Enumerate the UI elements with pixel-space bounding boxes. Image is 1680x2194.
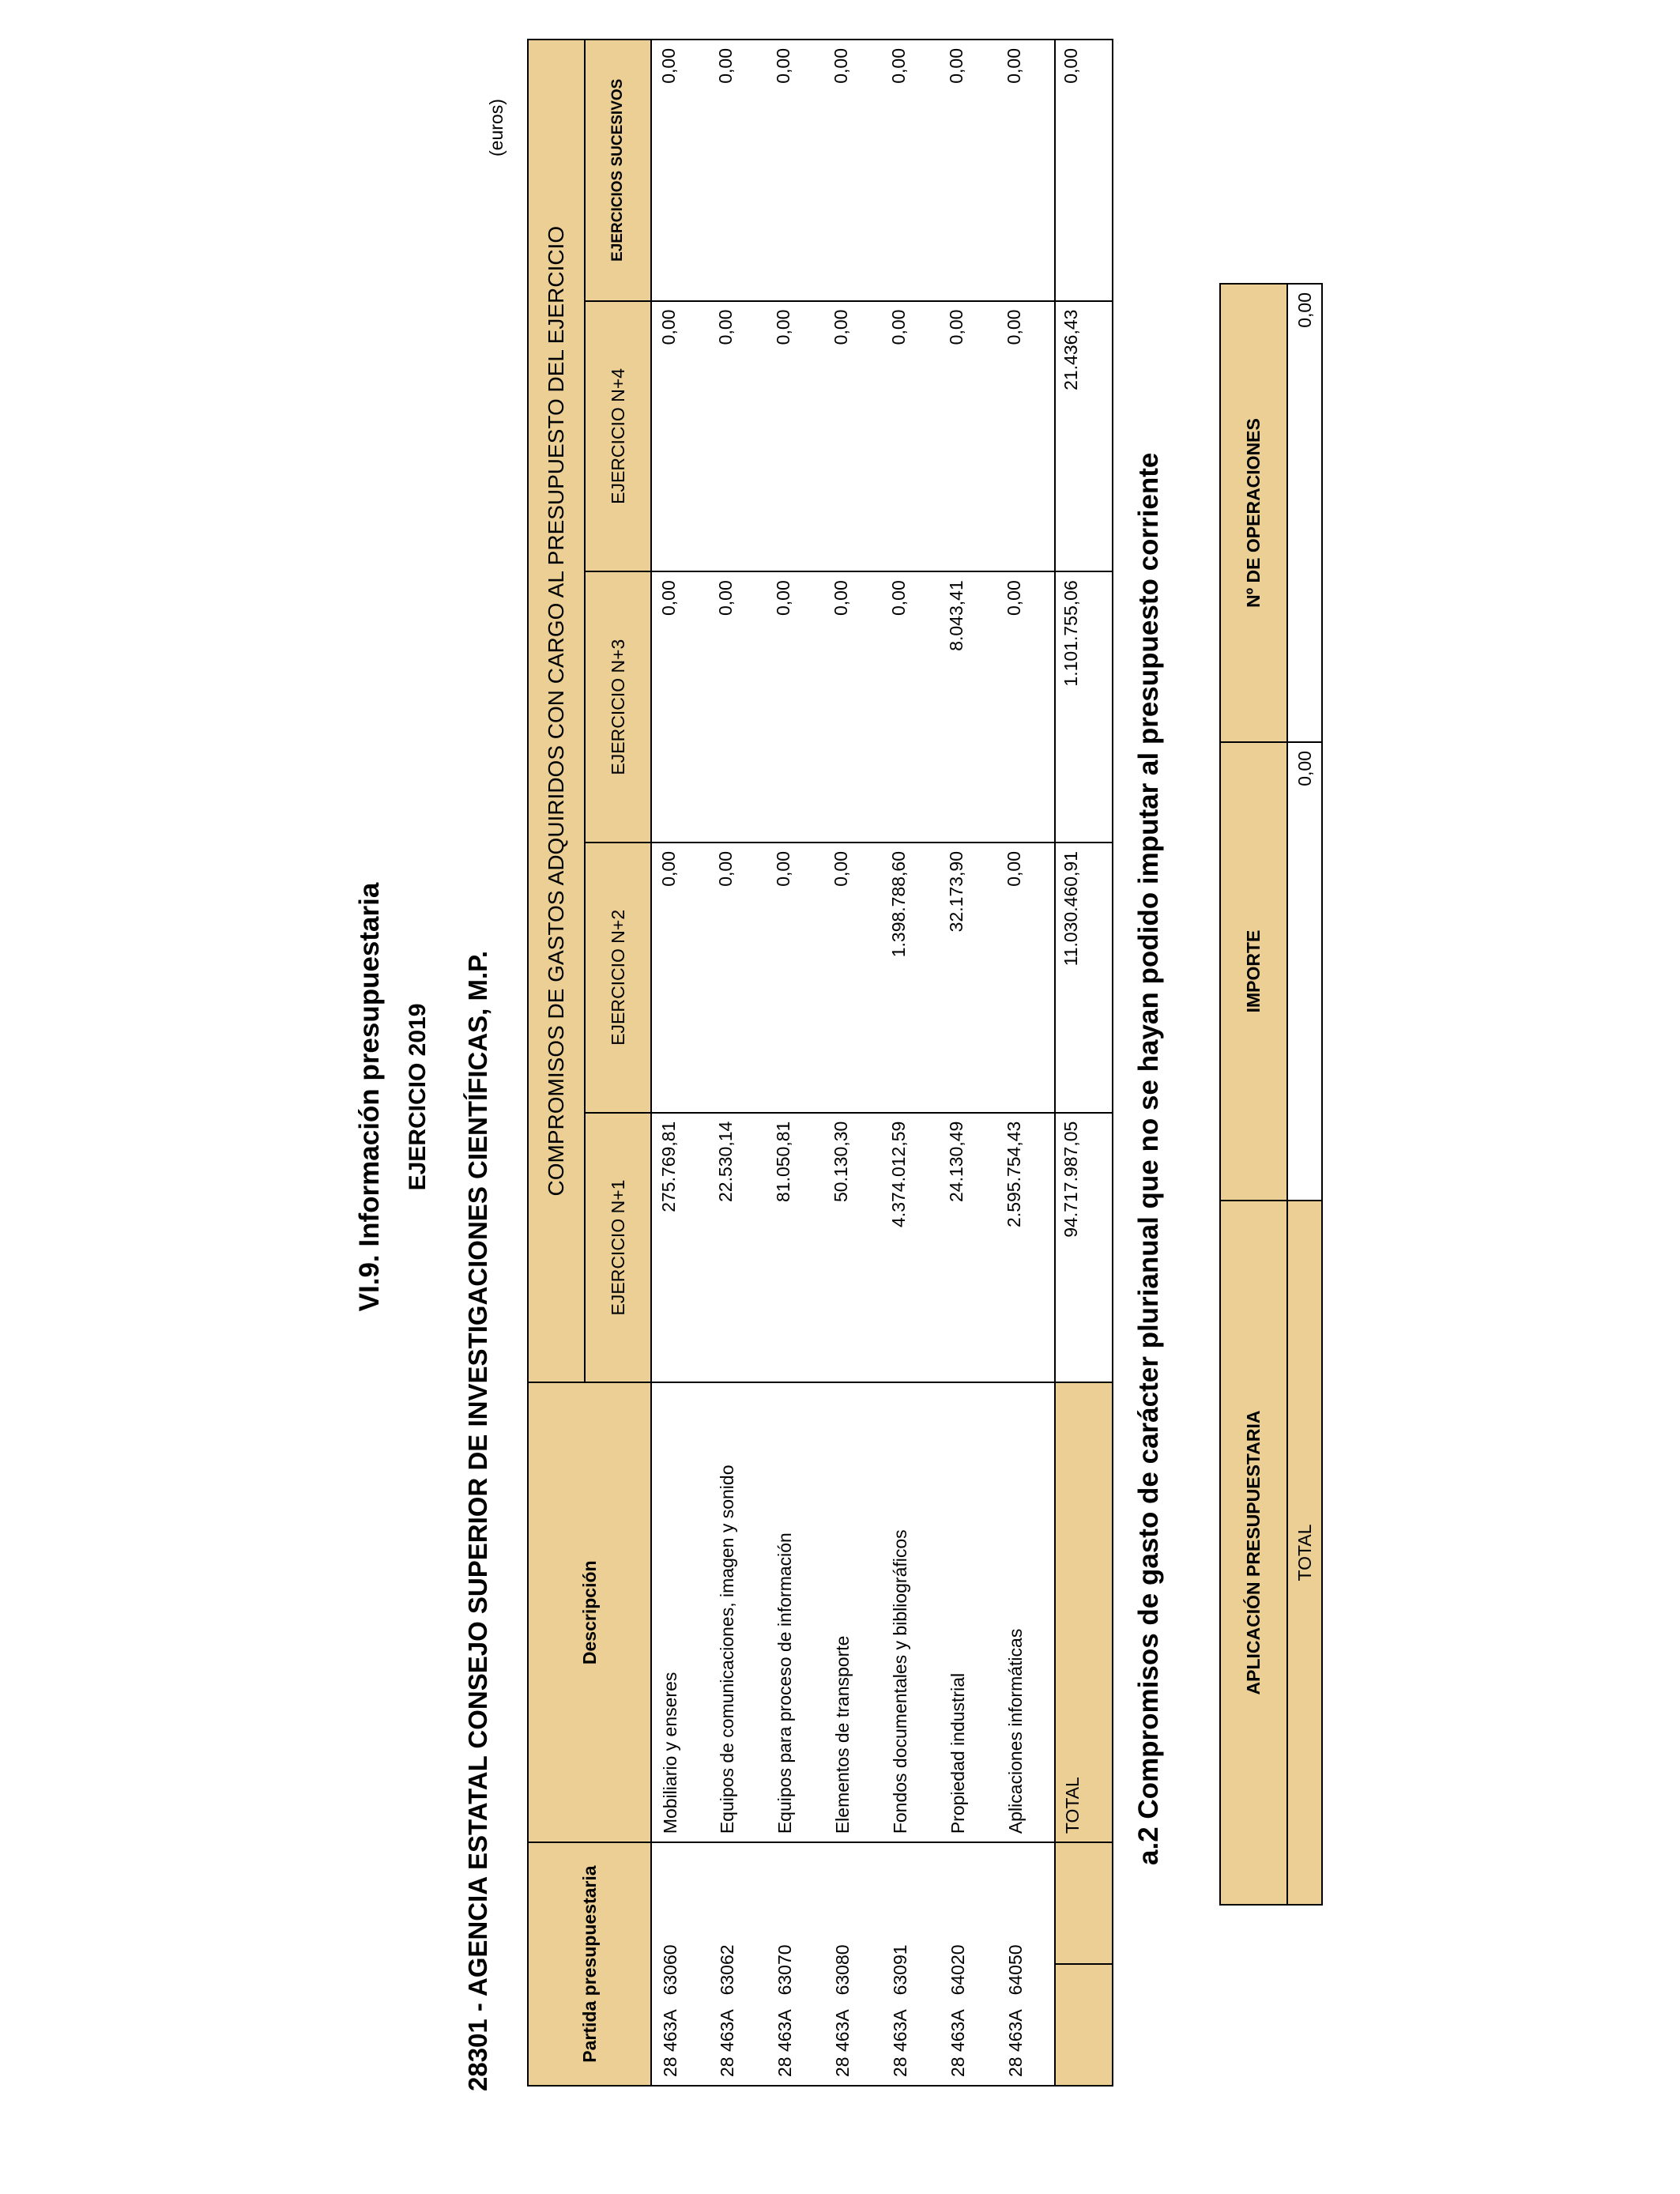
- a2-total-importe: 0,00: [1287, 742, 1322, 1201]
- a2-total-operaciones: 0,00: [1287, 284, 1322, 742]
- cell-partida: 28 463A 63060: [651, 1842, 709, 2086]
- cell-descripcion: Propiedad industrial: [940, 1382, 997, 1842]
- cell-sucesivos: 0,00: [882, 40, 940, 301]
- total-filler: [1055, 1964, 1113, 2086]
- cell-n4: 0,00: [824, 301, 882, 572]
- a2-total-row: [1287, 284, 1322, 1905]
- cell-n4: 0,00: [767, 301, 824, 572]
- a2-table: [1219, 283, 1323, 1906]
- cell-n1: 2.595.754,43: [997, 1113, 1055, 1383]
- cell-partida: 28 463A 64050: [997, 1842, 1055, 2086]
- section-a2-heading: a.2 Compromisos de gasto de carácter plurianual que no se hayan podido imputar al presupuesto corriente: [1133, 452, 1164, 1865]
- cell-sucesivos: 0,00: [997, 40, 1055, 301]
- header-ejercicio-n3: EJERCICIO N+3: [585, 571, 651, 843]
- units-label: (euros): [486, 99, 507, 156]
- table-row: [940, 40, 997, 2086]
- cell-partida: 28 463A 63080: [824, 1842, 882, 2086]
- total-n4: 21.436,43: [1055, 301, 1113, 572]
- table-row: [882, 40, 940, 2086]
- header-importe: IMPORTE: [1220, 742, 1287, 1201]
- cell-descripcion: Fondos documentales y bibliográficos: [882, 1382, 940, 1842]
- table-row: [767, 40, 824, 2086]
- cell-sucesivos: 0,00: [651, 40, 709, 301]
- organization-heading: 28301 - AGENCIA ESTATAL CONSEJO SUPERIOR DE INVESTIGACIONES CIENTÍFICAS, M.P.: [463, 950, 492, 2091]
- cell-n2: 0,00: [767, 843, 824, 1113]
- cell-partida: 28 463A 64020: [940, 1842, 997, 2086]
- cell-n4: 0,00: [882, 301, 940, 572]
- cell-n4: 0,00: [940, 301, 997, 572]
- total-n3: 1.101.755,06: [1055, 571, 1113, 843]
- table-row: [997, 40, 1055, 2086]
- cell-n4: 0,00: [709, 301, 767, 572]
- page-title: VI.9. Información presupuestaria: [354, 882, 385, 1312]
- cell-n2: 0,00: [709, 843, 767, 1113]
- cell-descripcion: Equipos de comunicaciones, imagen y sonido: [709, 1382, 767, 1842]
- cell-n1: 50.130,30: [824, 1113, 882, 1383]
- total-n1: 94.717.987,05: [1055, 1113, 1113, 1383]
- commitments-table: [527, 39, 1113, 2087]
- cell-sucesivos: 0,00: [940, 40, 997, 301]
- cell-n3: 0,00: [651, 571, 709, 843]
- cell-partida: 28 463A 63091: [882, 1842, 940, 2086]
- cell-n1: 4.374.012,59: [882, 1113, 940, 1383]
- table-row: [824, 40, 882, 2086]
- cell-partida: 28 463A 63062: [709, 1842, 767, 2086]
- cell-descripcion: Equipos para proceso de información: [767, 1382, 824, 1842]
- cell-sucesivos: 0,00: [824, 40, 882, 301]
- cell-n2: 0,00: [651, 843, 709, 1113]
- cell-n4: 0,00: [997, 301, 1055, 572]
- header-compromisos-group: COMPROMISOS DE GASTOS ADQUIRIDOS CON CARGO AL PRESUPUESTO DEL EJERCICIO: [528, 40, 585, 1382]
- header-ejercicio-n1: EJERCICIO N+1: [585, 1113, 651, 1383]
- header-aplicacion: APLICACIÓN PRESUPUESTARIA: [1220, 1201, 1287, 1905]
- total-filler: [1055, 1842, 1113, 1964]
- cell-n3: 0,00: [824, 571, 882, 843]
- cell-sucesivos: 0,00: [767, 40, 824, 301]
- cell-descripcion: Elementos de transporte: [824, 1382, 882, 1842]
- cell-n3: 0,00: [997, 571, 1055, 843]
- page-subtitle: EJERCICIO 2019: [405, 1003, 431, 1191]
- cell-sucesivos: 0,00: [709, 40, 767, 301]
- total-sucesivos: 0,00: [1055, 40, 1113, 301]
- cell-n1: 81.050,81: [767, 1113, 824, 1383]
- cell-n1: 275.769,81: [651, 1113, 709, 1383]
- header-descripcion: Descripción: [528, 1382, 651, 1842]
- header-ejercicio-n2: EJERCICIO N+2: [585, 843, 651, 1113]
- total-row: [1055, 40, 1113, 2086]
- cell-partida: 28 463A 63070: [767, 1842, 824, 2086]
- header-operaciones: Nº DE OPERACIONES: [1220, 284, 1287, 742]
- header-ejercicio-n4: EJERCICIO N+4: [585, 301, 651, 572]
- cell-n4: 0,00: [651, 301, 709, 572]
- cell-n3: 0,00: [882, 571, 940, 843]
- total-label: TOTAL: [1055, 1382, 1113, 1842]
- cell-descripcion: Aplicaciones informáticas: [997, 1382, 1055, 1842]
- a2-total-label: TOTAL: [1287, 1201, 1322, 1905]
- table-row: [709, 40, 767, 2086]
- cell-n2: 0,00: [824, 843, 882, 1113]
- cell-n3: 0,00: [767, 571, 824, 843]
- cell-n3: 8.043,41: [940, 571, 997, 843]
- cell-n2: 1.398.788,60: [882, 843, 940, 1113]
- total-n2: 11.030.460,91: [1055, 843, 1113, 1113]
- cell-n2: 0,00: [997, 843, 1055, 1113]
- cell-n3: 0,00: [709, 571, 767, 843]
- header-ejercicios-sucesivos: EJERCICIOS SUCESIVOS: [585, 40, 651, 301]
- cell-n1: 22.530,14: [709, 1113, 767, 1383]
- table-row: [651, 40, 709, 2086]
- cell-n1: 24.130,49: [940, 1113, 997, 1383]
- cell-n2: 32.173,90: [940, 843, 997, 1113]
- cell-descripcion: Mobiliario y enseres: [651, 1382, 709, 1842]
- header-partida: Partida presupuestaria: [528, 1842, 651, 2086]
